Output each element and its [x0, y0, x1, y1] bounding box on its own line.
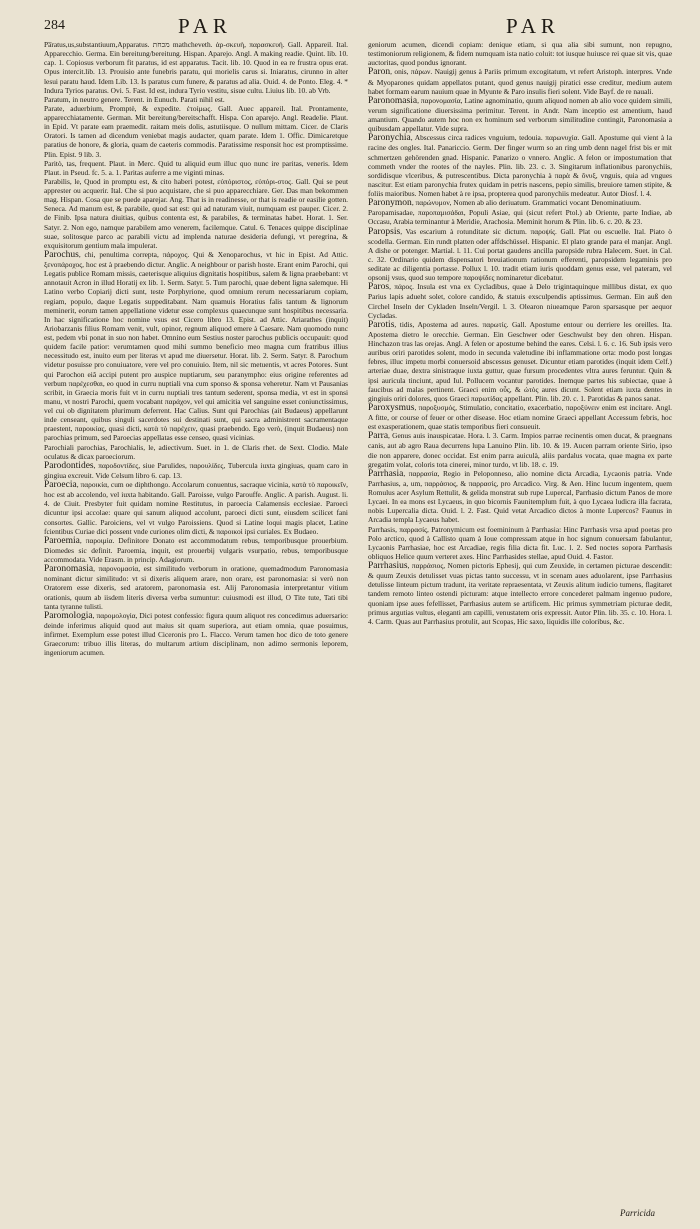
dictionary-entry [368, 431, 672, 469]
entry-text: , πάρος. Insula est vna ex Cycladibus, quae à Delo trigintaquinque millibus distat, ex quo Parius lapis adueht solet, colore candido, & statuis exsculpendis aptissimus. German. Ein auß den Circhel Inseln der Cykladen Inseln/Vergil. l. 3. Olearon niueamque Paron sparsasque per aequor Cycladas. [368, 282, 672, 320]
dictionary-entry [368, 320, 672, 403]
entry-text: geniorum acumen, dicendi copiam: denique etiam, si qua alia sibi sumunt, non repugno, testimoniorum religionem, & fidem numquam ista natio coluit: tot iusque huiusce rei quae sit vis, quae auctoritas, quod pondus ignorant. [368, 40, 672, 68]
dictionary-entry [368, 469, 672, 525]
dictionary-entry [368, 525, 672, 562]
entry-headword: Paroemia [44, 535, 80, 546]
entry-text: Paropamisadae, παροπαμισάδαι, Populi Asiae, qui (sicut refert Ptol.) ab Oriente, parte Indiae, ab Occasu, Arabia terminantur à Meridie, Arachosia. Meminit horum & Plin. lib. 6. c. 20. & 23. [368, 208, 672, 227]
dictionary-entry [44, 40, 348, 95]
entry-headword: Paron [368, 67, 391, 78]
catchword: Parricida [620, 1208, 655, 1218]
entry-headword: Parra [368, 431, 389, 442]
dictionary-entry [368, 67, 672, 95]
running-head-left: PAR [178, 14, 232, 38]
entry-text: Paratum, in neutro genere. Terent. in Eunuch. Parati nihil est. [44, 94, 225, 104]
entry-headword: Parochus [44, 249, 79, 260]
entry-headword: Parodontides [44, 460, 94, 471]
dictionary-entry [44, 564, 348, 611]
entry-headword: Paronomasia [44, 564, 94, 575]
entry-text: Pa̅ratus,us,substantiuum,Apparatus. מכחת mathcheveth. ἀρ-σκευὴ, παρασκευή. Gall. Appareil. Ital. Apparecchio. Germa. Ein bereitung/bereitung. Hispan. Aparejo. Angl. A making readie. Quint. lib. 10. cap. 1. Copiosus verborum fit paratus, id est apparatus. Tacit. lib. 10. Quod in ea re frustra opus erat. Opus intercit.lib. 13. Prouisio ante funebris paratu, qui morielis carus si. Iniaratus, cirunno in alter lesui paratu haud. Idem Lib. 13. Is paratus cum funere, & paratus ad alia. Ouid. 4. de Ponto. Eleg. 4. * Indura Tyrios paratus. Ovi. 5. Fast. Id est, indura Tyrio vestitu, sisue cultu. Liuius lib. 10. ab Vrb. [44, 40, 348, 95]
dictionary-entry [44, 461, 348, 480]
entry-text: , παροιμία. Definitore Donato est accommodatum rebus, temporibusque prouerbium. Diomedes sic definit. Paroemia, inquit, est prouerbij vulgaris vsurpatio, rebus, temporibusque accommodata. Vide Erasm. in princip. Adagiorum. [44, 535, 348, 564]
dictionary-entry [44, 536, 348, 564]
dictionary-entry [368, 282, 672, 320]
dictionary-entry [44, 443, 348, 461]
entry-headword: Paronychia [368, 133, 411, 144]
entry-text: , παρομολογία, Dici potest confessio: figura quum aliquot res concedimus aduersario: deinde inferimus aliquid quod aut maius sit quam superiora, aut etiam omnia, quae posuimus, infirmet. Exemplum esse potest illud Ciceronis pro L. Flacco. Verum tamen hoc dico de toto genere Graecorum: tribuo illis literas, do multarum artium disciplinam, non adimo sermonis leporem, ingeniorum acumen. [44, 610, 348, 658]
dictionary-entry [368, 40, 672, 67]
entry-text: , παροδοντίδες, siue Parulides, παρουλίδες, Tubercula iuxta gingiuas, quam caro in gingiua excreuit. Vide Celsum libro 6. cap. 13. [44, 460, 348, 480]
entry-text: , chi, penultima correpta, πάροχος. Qui & Xenoparochus, vt hic in Epist. Ad Attic. ξενοπάροχος, hoc est à praebendo dictur. Anglic. A neighbour or parish hoste. Erant enim Parochi, qui Legatis publice Romam missis, caeterisque aliquius dignitatis hospitibus, salem & ligna praebebant: vt annotauit Acron in illud Horatij ex lib. 1. Serm. Satyr. 5. Tum parochi, quae debent ligna salemque. Hi Latino verbo Copiarij dicti sunt, teste Porphyrione, quod omnium rerum necessariarum copiam, regiam, populo, daque Legatis suppeditabant. Nam quamuis Horatius falis tantum & lignorum meminerit, eorum tamen appellatione videtur esse complexus quaecunque sunt hospitibus necessaria. In hac significatione hoc nomine vsus est Cicero libro 13. Epist. ad Attic. Ariarathes (inquit) Ariobarzanis filius Romam venit, vult, opinor, regnum aliquod emere à Caesare. Nam quomodo nunc est, pedem vbi ponat in suo non habet. Omnino eum Sestius noster parochus publicis occupauit: quod quidem facile patior: verumtamen quod mihi summo beneficio meo magna cum fratribus illius necessitudo est, inuito eum per literas vt apud me diuersetur. Horat. lib. 2. Serm. Satyr. 8. Parochum videtur posuisse pro conuiuatore, vere vel pro conuiuio. Item, nil sic metuentis, vt acres Potores. Sunt qui Parochon eiã accipi putent pro auspice nuptiarum, seu paranympho: eius origine referentes ad verbum παρέχεσθαι, eo quod in curru nuptiali vna cum sponso & sponsa veheretur. Nam vt Pausanias scribit, in Graecia moris fuit vt in curru nuptiali tres tantum sederent, sponsa media, vt est in sponsi manu, vt nostri Parochi, quem vocabant παράχον, vel qui amicitia vel sanguine esset coniunctissimus, vel cui ob dignitatem plurimum deferrent. Hac Calius. Sunt qui Parochias (ait Budaeus) appellarunt inde censeant, quibus singuli sacerdotes sui destinati sunt, qui sacra administrent sacramentaque praestent, παροικίας, quasi dicti, κατὰ τὸ παρέχειν, quasi praebendo. Ego verò, (inquit Budaeus) non parochias primum, sed Paroecias appellatas esse censeo, quasi vicinias. [44, 249, 348, 443]
dictionary-entry [368, 198, 672, 208]
entry-headword: Parrhasia [368, 468, 404, 479]
entry-text: Parrhasis, παρρασίς, Patronymicum est foemininum à Parrhasia: Hinc Parrhasis vrsa apud poetas pro Polo arctico, quod à Callisto quam à Ioue compressam atque in hoc signum conuersam fabulantur, Lycaonis Parrhasiae, hoc est Arcadiae, regis filia dicta fit. Luc. l. 2. Sed noctes sopora Parrhasis obliquos Helice quum verteret axes. Hinc Parrhasides stellae, apud Ouid. 4. Fastor. [368, 524, 672, 561]
entry-text: Parate, aduerbium, Promptè, & expedite. ἑτοίμως. Gall. Auec appareil. Ital. Prontamente, apparecchiatamente. German. Mit bereitung/bereitschafft. Hispa. Con aparejo. Angl. Readelie. Plaut. in Epid. Vt parate eam praemedit. raitam meis dolis, astutiisque. O nullum mittam. Cicer. de Claris Oratori. Is tamen ad dicendum veniebat magis audacter, quam parate. Idem 1. Offic. Dimicaretque paratius de honore, & gloria, quam de caeteris commodis. Paratissime responsit hoc est promptissime. Plin. Epist. 9 lib. 3. [44, 103, 348, 159]
entry-text: , παροικία, cum oe diphthongo. Accolarum conuentus, sacraque vicinia, κατὰ τὸ παροικεῖν, hoc est ab accolendo, vel iuxta habitando. Gall. Paroisse, vulgo Parouffe. Anglic. A parish. August. li. 4. de Ciuit. Presbyter fuit quidam nomine Restitutus, in paroecia Calamensis ecclesiae. Paroeci dicuntur ipsi accolae: quare qui sanum aliquod accolunt, paroeci dicti sunt, eiusdem scilicet fani consortes. Gallic. Paroiciens, vel vt vulgo Paroissiens. Quod si Latine loqui magis placet, Latine fcientibus Curiae dici possent vnde curiones olim dicti, & παροικοὶ ipsi curiales. Ex Budaeo. [44, 480, 348, 536]
entry-text: , tidis, Apostema ad aures. παρωτίς. Gall. Apostume entour ou derriere les oreilles. Ita. Apostema dietro le orecchie. German. Ein Geschwer oder Geschwulst bey den ohren. Hispan. Hinchazon tras las orejas. Angl. A felen or apostume behind the eares. Celsi. l. 6. c. 16. Sub ipsis vero auribus oriri parotides solent, modo in secunda valetudine ibi inflammatione orta: modo post longas febres, illuc impetu morbi conuersoid abscessus genuset. Dicuntur etiam parotides (inquit idem Celf.) arteriae duae, dextra sinistraque iuxta guttur, quae fursum procedentes vltra aures feruntur. Quin & ipsi auricula tinciunt, apud Iul. Pollucem vocantur parotides. Inemque partes his subiectae, quae à faucibus ad malas pertinent. Graeci enim οὖς, & ὠτὸς aures dicunt. Solent etiam iuxta dentes in gingiuis oriri dolores, quos Graeci παρωτίδας appellant. Plin. lib. 20. c. 1. Parotidas & panos sanat. [368, 319, 672, 403]
right-column [368, 40, 672, 1190]
dictionary-entry [44, 104, 348, 159]
dictionary-entry [44, 177, 348, 250]
entry-text: Parabilis, le, Quod in promptu est, & cito haberi potest, εὐπόριστος, εὐπόρι-στος. Gall. Qui se peut apprester ou acquerir. Ital. Che si puo acquistare, che si puo apparecchiare. Ger. Das man bekommen mag. Hispan. Cosa que se puede aparejar. Ang. That is in readinesse, or that is readie or easilie gotten. Seneca. Ad manum est, & parabile, quod sat est: qui ad naturam viuit, numquam est pauper. Cicer. 2. de Finib. Ipsa natura diuitias, quibus contenta est, & parabiles, & terminatas habet. Horat. 1. Ser. Satyr. 2. Non ego, namque parabilem amo venerem, facilemque. Catul. 6. Tenaces quippe disciplinae suae, solitosque parco ac parabili victu ad implenda naturae desideria defungi, vt peregrina, & exquisitorum gentium mala impulerat. [44, 176, 348, 250]
page-number: 284 [44, 18, 65, 33]
entry-text: , onis, πάρων. Nauigij genus à Pariis primum excogitatum, vt refert Aristoph. interpres. Vnde & Myoparones quidam appellatos putant, quod genus nauigij piratici esse creditur, medium autem habet formam earum nauium quae in Myunte & Paro insulis fieri solent. Vide Bayf. de re nauali. [368, 67, 672, 96]
dictionary-entry [44, 611, 348, 658]
entry-text: Parochiali parochias, Parochialis, le, adiectivum. Suet. in 1. de Claris rhet. de Sext. Clodio. Male oculatus & dicax paroeciorum. [44, 442, 348, 461]
entry-headword: Paronymon [368, 198, 412, 209]
entry-text: , παρρασία, Regio in Peloponneso, alio nomine dicta Arcadia, Lycaonis patria. Vnde Parrhasius, a, um, παρράσιος, & παρρασίς, pro Arcadico. Virg. & Aen. Hinc lucum ingentem, quem Romulus acer Asylum Rettulit, & gelida monstrat sub rupe Lupercal, Parrhasio dictum Panos de more Lycaei. In ea mons est Lycaeus, in quo bicornis Faunitemplum fuit, à quo Lycaea ludicra illa facrata, nobis Lupercalia dicta. Ouid. l. 2. Fast. Quid vetat Arcadico dictos à monte Lupercos? Faunus in Arcadia templa Lycaeus habet. [368, 468, 672, 525]
dictionary-entry [368, 403, 672, 431]
left-column [44, 40, 348, 1190]
dictionary-entry [44, 159, 348, 177]
entry-text: , Vas escarium à rotunditate sic dictum. παροψίς. Gall. Plat ou escuelle. Ital. Piato ò scodella. German. Ein rundt platten oder affdschüssel. Hispanic. El plato grande para el manjar. Angl. A dishe or potenger. Martial. l. 11. Cui portat gaudens ancilla paropside rubra Halecem. Suet. in Cal. c. 32. Ordinario quidem dispensatori breuiationum rationum efferenti, paropsidem legaminis pro seditate ac diligentia portasse. Pollux l. 10. tradit etiam iuris quoddam genus esse, vel pateram, vel opsonij vsus, quod suo tempore παροψίδες nominaretur dicebatur. [368, 226, 672, 283]
entry-headword: Paronomasia [368, 95, 418, 106]
entry-text: , παρράσιος, Nomen pictoris Ephesij, qui cum Zeuxide, in certamen picturae descendit: & quum Zeuxis detulisset vuas pictas tanto successu, vt in scenam aues aduolarent, ipse Parrhasius detulisse linteum pictum tradunt, ita veritate repraesentata, vt Zeuxis alitum iudicio tumens, flagitaret tandem remoto linteo ostendi picturam: atque intellecto errore concederet palmam ingenuo pudore, quoniam ipse aues fefellisset, Parrhasius autem se artificem. Hic primus symmetriam picturae dedit, primus argutias vultus, eleganti am capilli, venustatem oris expressit. Autor Plin. lib. 35. c. 10. Hora. l. 4. Carm. Quas aut Parrhasius protulit, aut Scopas, Hic saxo, liquidis ille coloribus, &c. [368, 561, 672, 626]
dictionary-entry [44, 95, 348, 104]
entry-headword: Paros [368, 282, 390, 293]
dictionary-entry [44, 480, 348, 536]
dictionary-entry [368, 208, 672, 226]
entry-text: Paritò, tas, frequent. Plaut. in Merc. Quid tu aliquid eum illuc quo nunc ire paritas, veneris. Idem Plaut. in Pseud. fc. 5. a. 1. Paritas auferre a me viginti minas. [44, 158, 348, 177]
dictionary-entry [44, 250, 348, 443]
dictionary-entry [368, 227, 672, 283]
entry-headword: Paroecia [44, 480, 77, 490]
entry-headword: Paroxysmus [368, 402, 415, 413]
running-head-right: PAR [506, 14, 560, 38]
entry-text: , Abscessus circa radices vnguium, tedouia. παρωνυχία. Gall. Apostume qui vient à la racine des ongles. Ital. Panariccio. Germ. Der finger wurm so an ring umb denn nagel frist bis er mit schmertzen gehörenden gnad. Hispanic. Panarizo o vnnero. Anglic. A felon or impostumation that commeth vnder the rootes of the nayles. Plin. lib. 23. c. 3. Singitarum inflationibus paronychiis, sordidisque vlceribus, & putrescentibus. Dicta paronychia à παρὰ & ὄνυξ, vnguis, quia ad vngues nascitur. Est etiam paronychia frutex quidam in petris nascens, pepio similis, breuiore tamen stipite, & foliis maioribus. Nomen habet à re ipsa, propterea quod paronychiis medeatur. Autor Diosf. l. 4. [368, 133, 672, 198]
entry-headword: Paromologia [44, 610, 93, 621]
entry-headword: Paropsis [368, 226, 401, 237]
entry-text: , Genus auis inauspicatae. Hora. l. 3. Carm. Impios parrae recinentis omen ducat, & praegnans canis, aut ab agro Raua decurrens lupa Lanuino Plin. lib. 10. & 19. Aucen parram oriente Sirio, ipso die non apparere, donec occidat. Est enim parra auiculà, aliis pardalus vocata, quae magna ex parte gregatim volat, coloris tota cinerei, minor turdo, vt lib. 18. c. 19. [368, 431, 672, 469]
entry-text: , παρονομασία, est similitudo verborum in oratione, quemadmodum Paronomasia nominant dictur similitudo: vt si dixeris aliquem arare, non orare, est paronomasia: si verò non Oratorem esse dixeris, sed aratorem, paronomasia est. Alij Paronomasia interpretantur vitium orationis, quum ab iisdem literis diversa verba sumuntur: cuiusmodi est illud, O Tite tute, Tati tibi tanta tyranne tulisti. [44, 564, 348, 611]
dictionary-entry [368, 133, 672, 198]
entry-text: , παρονομασία, Latine agnominatio, quum aliquod nomen ab alio voce quidem simili, verum significatione diuersissima perimitur. Terent. in Andr. Nam inceptio est amentium, haud amantium. Quando autem hoc non ex hominum sed verborum similitudine contingit, Paronomasia a quibusdam appellatur. Vide supra. [368, 95, 672, 134]
entry-text: , παρώνυμον, Nomen ab alio deriuatum. Grammatici vocant Denominatiuum. [411, 198, 641, 208]
dictionary-entry [368, 561, 672, 626]
entry-headword: Parrhasius [368, 561, 408, 571]
dictionary-entry [368, 96, 672, 134]
page-header [0, 14, 700, 40]
entry-text: , παροξυσμός, Stimulatio, concitatio, exacerbatio, παροξύνειν enim est incitare. Angl. A fitte, or course of feuer or other disease. Hoc etiam nomine Graeci appellant Accessum febris, hoc est exasperationem, quae statis temporibus fieri consueuit. [368, 402, 672, 432]
entry-headword: Parotis [368, 319, 395, 330]
